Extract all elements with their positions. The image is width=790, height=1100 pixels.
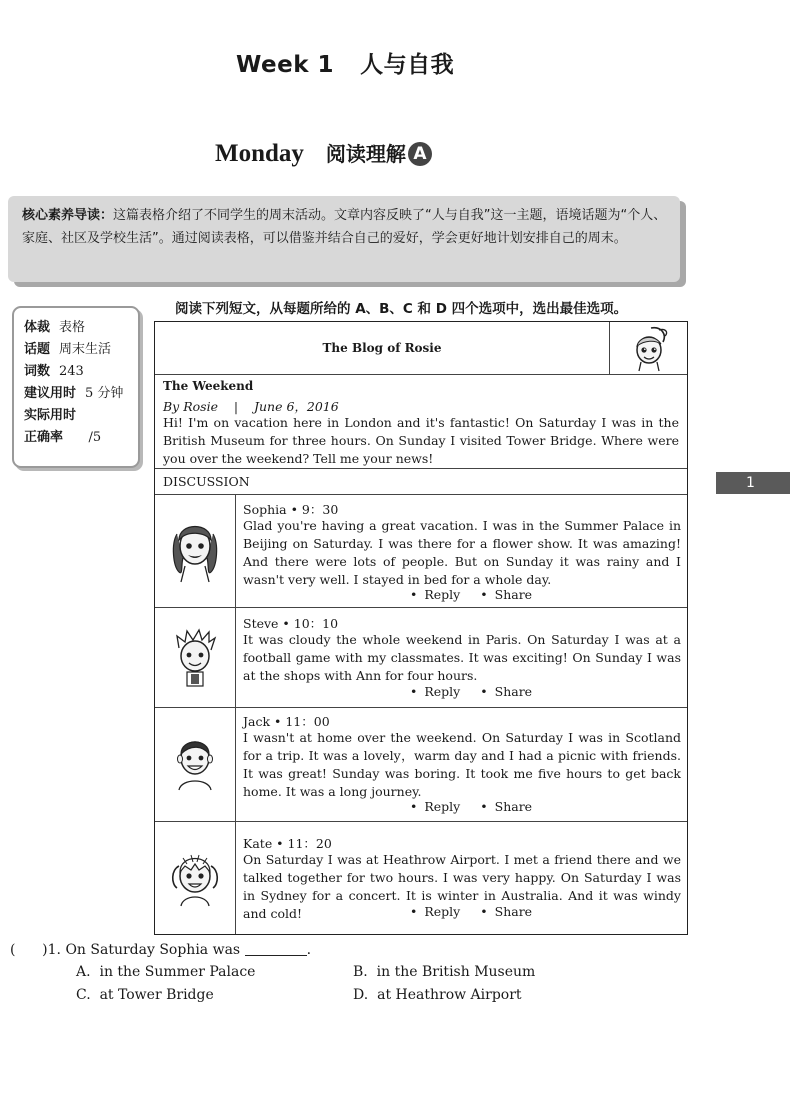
option-a[interactable] <box>76 964 255 980</box>
instruction: 阅读下列短文，从每题所给的 A、B、C 和 D 四个选项中，选出最佳选项。 <box>175 301 628 317</box>
post-title: The Weekend <box>163 379 254 393</box>
option-letter: A. <box>76 964 91 980</box>
boy-short-hair-avatar-icon <box>171 732 219 792</box>
info-value: 243 <box>59 364 84 379</box>
comment-author: Steve • 10：10 <box>243 616 339 631</box>
info-row <box>24 338 111 357</box>
info-key: 建议用时 <box>24 386 77 401</box>
question-end: . <box>306 942 312 958</box>
comment-actions <box>410 587 532 602</box>
girl-pigtails-avatar-icon <box>169 848 221 910</box>
option-text: at Heathrow Airport <box>377 987 522 1003</box>
divider <box>155 821 687 822</box>
info-row <box>24 316 85 335</box>
discussion-label: DISCUSSION <box>163 474 250 489</box>
divider <box>155 707 687 708</box>
question-stem: On Saturday Sophia was <box>65 942 241 958</box>
answer-paren[interactable]: ( ) <box>10 942 48 958</box>
info-value: 表格 <box>59 320 86 335</box>
share-link[interactable]: Share <box>494 799 533 814</box>
divider <box>155 374 687 375</box>
comment-text: Glad you're having a great vacation. I was in the Summer Palace in Beijing on Saturday. I was there for a flower show. It was amazing! And there were lots of people. But on Sunday it was rainy and I wasn't very well. I stayed in bed for a whole day. <box>243 518 681 587</box>
rosie-avatar-icon <box>625 324 673 372</box>
bullet-icon: • <box>410 684 418 699</box>
info-row <box>24 404 85 423</box>
section-badge: A <box>408 142 432 166</box>
guide-box <box>8 196 680 282</box>
week-label: Week 1 <box>236 52 335 78</box>
option-letter: D. <box>353 987 369 1003</box>
info-value: 周末生活 <box>59 342 112 357</box>
comment-text: On Saturday I was at Heathrow Airport. I met a friend there and we talked together for two hours. I was very happy. On Saturday I was in Sydney for a concert. It is winter in Australia. And it was windy and cold! <box>243 852 681 921</box>
info-key: 实际用时 <box>24 408 77 423</box>
option-letter: C. <box>76 987 91 1003</box>
answer-blank <box>245 942 307 956</box>
info-row <box>24 382 123 401</box>
boy-spiky-hair-avatar-icon <box>171 628 219 688</box>
divider <box>155 468 687 469</box>
guide-body: 这篇表格介绍了不同学生的周末活动。文章内容反映了“人与自我”这一主题，语境话题为“个人、家庭、社区及学校生活”。通过阅读表格，可以借鉴并结合自己的爱好，学会更好地计划安排自己的周末。 <box>22 208 667 246</box>
bullet-icon: • <box>410 799 418 814</box>
option-d[interactable] <box>353 987 522 1003</box>
day-label: Monday <box>215 140 304 167</box>
question-1 <box>10 942 311 958</box>
info-key: 词数 <box>24 364 51 379</box>
info-value: /5 <box>72 430 102 445</box>
comment-author: Jack • 11：00 <box>243 714 330 729</box>
blog-title: The Blog of Rosie <box>322 341 442 355</box>
theme-label: 人与自我 <box>360 52 455 78</box>
share-link[interactable]: Share <box>494 904 533 919</box>
comment-actions <box>410 799 532 814</box>
divider <box>235 494 236 934</box>
info-value: 5 分钟 <box>85 386 124 401</box>
option-text: in the Summer Palace <box>99 964 256 980</box>
divider <box>155 607 687 608</box>
comment-text: I wasn't at home over the weekend. On Saturday I was in Scotland for a trip. It was a lovely，warm day and I had a picnic with friends. It was great! Sunday was boring. It took me five hours to get back home. It was a long journey. <box>243 730 681 799</box>
reply-link[interactable]: Reply <box>424 904 461 919</box>
share-link[interactable]: Share <box>494 684 533 699</box>
comment-actions <box>410 684 532 699</box>
info-key: 正确率 <box>24 430 64 445</box>
guide-label: 核心素养导读： <box>22 208 114 223</box>
post-byline: By Rosie | June 6，2016 <box>163 399 339 414</box>
option-b[interactable] <box>353 964 535 980</box>
info-row <box>24 426 101 445</box>
divider <box>609 322 610 374</box>
option-c[interactable] <box>76 987 214 1003</box>
bullet-icon: • <box>410 587 418 602</box>
bullet-icon: • <box>480 904 488 919</box>
section-label: 阅读理解 <box>325 142 406 166</box>
comment-author: Sophia • 9：30 <box>243 502 339 517</box>
bullet-icon: • <box>480 587 488 602</box>
bullet-icon: • <box>480 684 488 699</box>
info-row <box>24 360 84 379</box>
option-text: at Tower Bridge <box>99 987 214 1003</box>
comment-text: It was cloudy the whole weekend in Paris. On Saturday I was at a football game with my classmates. It was exciting! On Sunday I was at the shops with Ann for four hours. <box>243 632 681 683</box>
post-body: Hi! I'm on vacation here in London and it's fantastic! On Saturday I was in the British Museum for three hours. On Sunday I visited Tower Bridge. Where were you over the weekend? Tell me your news! <box>163 415 679 466</box>
bullet-icon: • <box>480 799 488 814</box>
bullet-icon: • <box>410 904 418 919</box>
reply-link[interactable]: Reply <box>424 587 461 602</box>
week-title <box>236 46 454 79</box>
question-number: 1. <box>47 942 61 958</box>
page-number: 1 <box>716 472 790 494</box>
share-link[interactable]: Share <box>494 587 533 602</box>
option-text: in the British Museum <box>376 964 536 980</box>
girl-curly-hair-avatar-icon <box>169 514 221 584</box>
guide-text <box>22 205 674 250</box>
blog-table <box>154 321 688 935</box>
comment-actions <box>410 904 532 919</box>
reply-link[interactable]: Reply <box>424 684 461 699</box>
info-box <box>12 306 140 468</box>
reply-link[interactable]: Reply <box>424 799 461 814</box>
option-letter: B. <box>353 964 368 980</box>
comment-author: Kate • 11：20 <box>243 836 332 851</box>
info-key: 体裁 <box>24 320 51 335</box>
day-title <box>215 138 432 168</box>
info-key: 话题 <box>24 342 51 357</box>
